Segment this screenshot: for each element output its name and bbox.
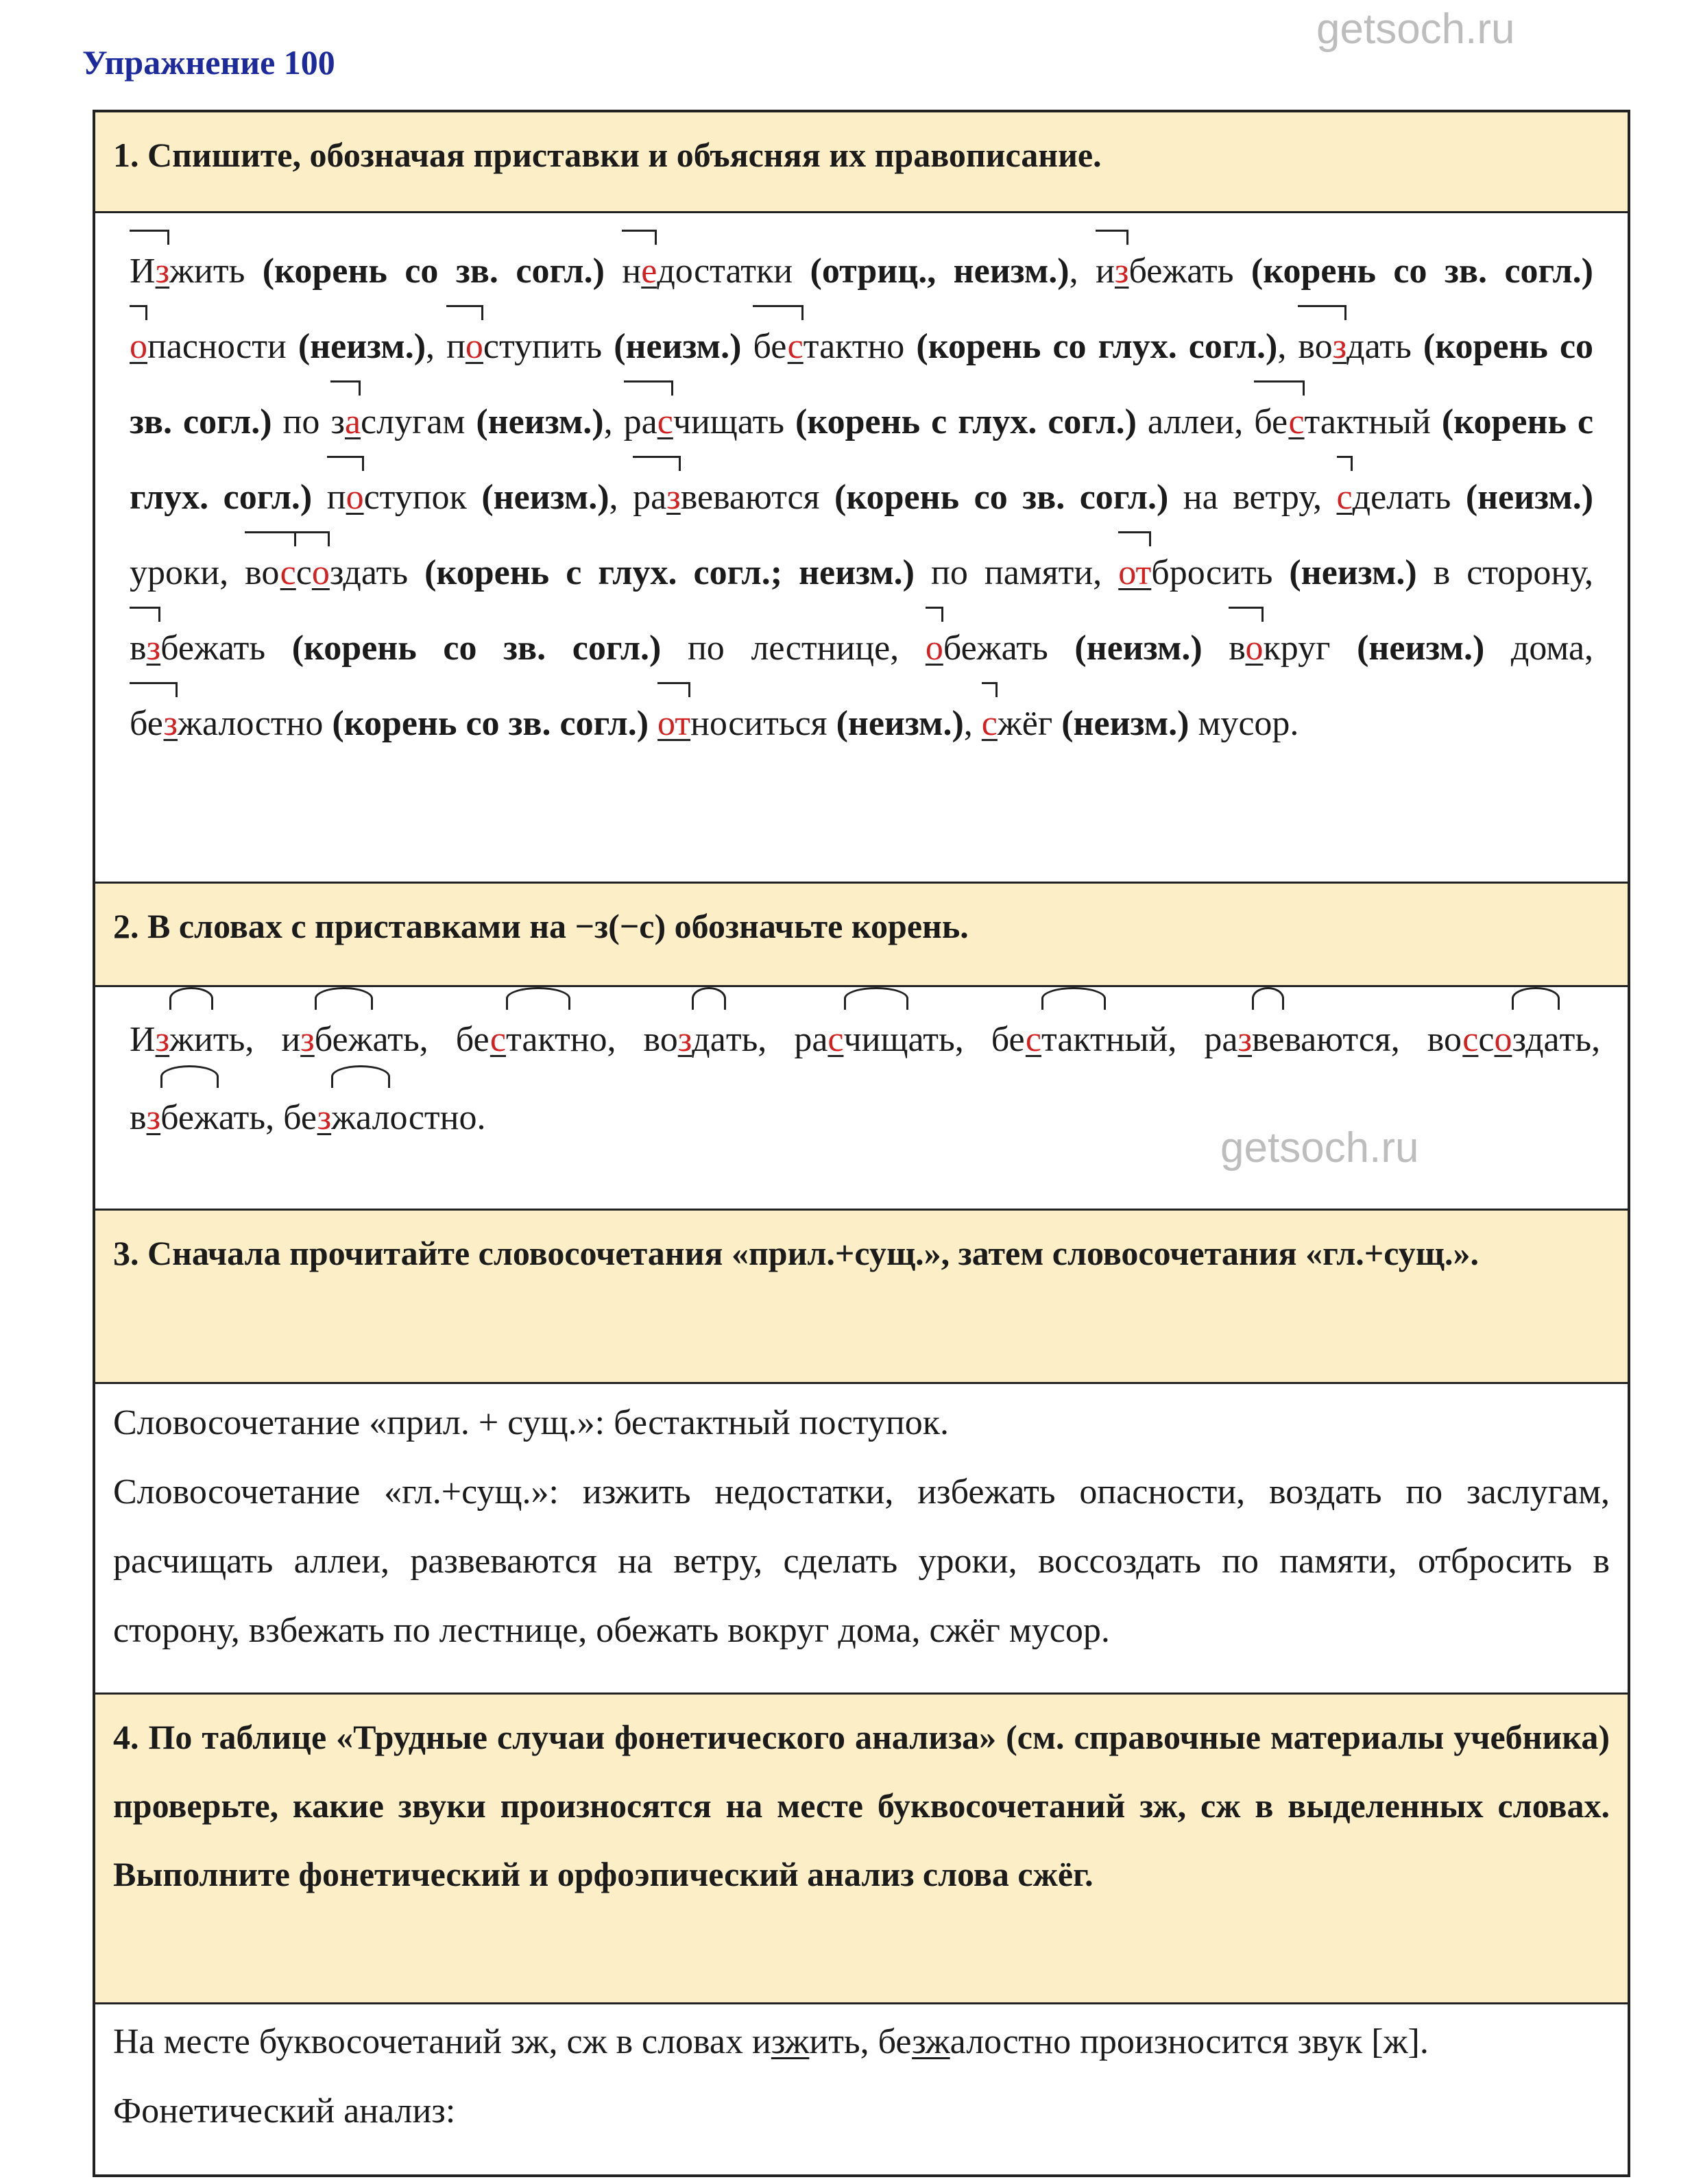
explanation: (неизм.) [476, 402, 604, 441]
word-part: тактно [803, 327, 905, 366]
word-part: ра [633, 478, 667, 517]
prefix-mark [130, 234, 169, 309]
word-part: жал [331, 1098, 390, 1137]
orthogram-letter: с [280, 553, 296, 592]
word-part: н [622, 252, 642, 291]
orthogram-letter: з [155, 1020, 170, 1059]
answer-line-sound: На месте буквосочетаний зж, сж в словах изжить, безжалостно произносится звук [ж]. [113, 2022, 1429, 2061]
orthogram-letter: от [657, 704, 691, 743]
orthogram-letter: с [787, 327, 804, 366]
marked-word [1118, 553, 1272, 592]
marked-word [327, 478, 467, 517]
prefix-mark [296, 535, 330, 611]
explanation: (корень с глух. согл.) [795, 402, 1137, 441]
prefix-mark [330, 385, 361, 460]
word-part: зж [912, 2022, 950, 2061]
marked-word [878, 2022, 1071, 2061]
word-part: з [330, 402, 345, 441]
orthogram-letter: з [1332, 327, 1347, 366]
explanation: (корень с глух. согл.; неизм.) [424, 553, 915, 592]
word-part: жить [169, 252, 245, 291]
marked-word [644, 1020, 767, 1059]
word-part: во [245, 553, 280, 592]
marked-word [130, 327, 287, 366]
word-part: делать [1352, 478, 1451, 517]
marked-word [753, 327, 904, 366]
marked-word [752, 2022, 860, 2061]
orthogram-letter: з [146, 629, 161, 668]
root-mark [331, 1079, 389, 1157]
explanation: (неизм.) [1074, 629, 1203, 668]
marked-word [1298, 327, 1411, 366]
word-part: бе [991, 1020, 1026, 1059]
orthogram-letter: о [346, 478, 364, 517]
orthogram-letter: з [666, 478, 681, 517]
orthogram-letter: от [1118, 553, 1152, 592]
marked-word [1337, 478, 1451, 517]
prefix-mark [245, 535, 296, 611]
marked-word [1254, 402, 1431, 441]
explanation: (корень со зв. согл.) [262, 252, 605, 291]
marked-word [926, 629, 1048, 668]
explanation: (неизм.) [836, 704, 964, 743]
word-part: беж [160, 1098, 219, 1137]
orthogram-letter: з [163, 704, 178, 743]
word-part: в [130, 1098, 147, 1137]
orthogram-letter: з [317, 1098, 332, 1137]
word-part: и [752, 2022, 771, 2061]
marked-word [281, 1020, 428, 1059]
word-part: беж [314, 1020, 373, 1059]
word-part: бе [283, 1098, 317, 1137]
marked-word [456, 1020, 616, 1059]
answer-line-adj-noun: Словосочетание «прил. + сущ.»: бестактный поступок. [113, 1403, 949, 1442]
task-2-header: 2. В словах с приставками на −з(−с) обозначьте корень. [95, 884, 1628, 987]
word-part: во [1298, 327, 1333, 366]
root-mark [692, 1001, 726, 1079]
orthogram-letter: с [981, 704, 998, 743]
marked-word [622, 252, 793, 291]
marked-word [283, 1098, 485, 1137]
word-part: бе [753, 327, 788, 366]
prefix-mark [633, 460, 681, 535]
word-part: в [130, 629, 147, 668]
prefix-mark [130, 611, 160, 686]
orthogram-letter: з [677, 1020, 692, 1059]
word-part: бежать [160, 629, 266, 668]
explanation: (неизм.) [614, 327, 742, 366]
word-part: зж [771, 2022, 810, 2061]
answer-line-verb-noun: Словосочетание «гл.+сущ.»: изжить недостатки, избежать опасности, воздать по заслугам, расчищать аллеи, развеваются на ветру, сделать уроки, воссоздать по памяти, отбросить в сторону, взбежать по лестнице, обежать вокруг дома, сжёг мусор. [113, 1472, 1610, 1650]
word-part: с [1478, 1020, 1495, 1059]
prefix-mark [130, 686, 178, 762]
watermark: getsoch.ru [1316, 5, 1515, 53]
word-part: ра [1204, 1020, 1238, 1059]
word-part: слугам [361, 402, 466, 441]
orthogram-letter: о [1245, 629, 1264, 668]
task-4-answer [95, 2004, 1628, 2174]
word-part: но, [570, 1020, 616, 1059]
marked-word [130, 252, 245, 291]
word-part: во [1427, 1020, 1463, 1059]
word-part: достатки [657, 252, 793, 291]
marked-word [130, 704, 323, 743]
prefix-mark [1298, 309, 1346, 385]
word-part: ать, [372, 1020, 428, 1059]
orthogram-letter: о [130, 327, 147, 366]
word-part: такт [1041, 1020, 1106, 1059]
orthogram-letter: с [1025, 1020, 1041, 1059]
marked-word [982, 704, 1052, 743]
task-3-answer [95, 1384, 1628, 1695]
marked-word [1427, 1020, 1600, 1059]
word-part: жалостно [178, 704, 324, 743]
word-part: здать [329, 553, 409, 592]
word-part: пасности [147, 327, 287, 366]
orthogram-letter: с [490, 1020, 506, 1059]
marked-word [624, 402, 784, 441]
explanation: (корень со глух. согл.) [916, 327, 1278, 366]
root-mark [1041, 1001, 1106, 1079]
marked-word [1229, 629, 1330, 668]
word-part: в [1229, 629, 1246, 668]
prefix-mark [327, 460, 364, 535]
word-part: ве [1251, 1020, 1285, 1059]
prefix-mark [1229, 611, 1263, 686]
marked-word [633, 478, 819, 517]
watermark: getsoch.ru [1220, 1124, 1419, 1172]
prefix-mark [1337, 460, 1353, 535]
root-mark [160, 1079, 219, 1157]
word-part: чищать [673, 402, 785, 441]
orthogram-letter: с [1336, 478, 1353, 517]
word-part: да [692, 1020, 726, 1059]
word-part: алостно [950, 2022, 1072, 2061]
marked-word [446, 327, 602, 366]
word-part: ра [794, 1020, 828, 1059]
word-part: такт [505, 1020, 570, 1059]
word-part: ть, [213, 1020, 254, 1059]
explanation: (неизм.) [1061, 704, 1189, 743]
explanation: (неизм.) [298, 327, 426, 366]
word-part: п [446, 327, 466, 366]
explanation: (корень со зв. согл.) [332, 704, 649, 743]
explanation: (корень со зв. согл.) [1251, 252, 1593, 291]
word-part: ть, [725, 1020, 767, 1059]
orthogram-letter: с [657, 402, 673, 441]
orthogram-letter: з [146, 1098, 161, 1137]
exercise-table [93, 110, 1630, 2177]
word-part: веваются [680, 478, 820, 517]
word-part: во [643, 1020, 678, 1059]
orthogram-letter: с [828, 1020, 844, 1059]
marked-word [1096, 252, 1233, 291]
word-part: ступить [483, 327, 603, 366]
explanation: (неизм.) [481, 478, 609, 517]
prefix-mark [1118, 535, 1151, 611]
prefix-mark [130, 309, 147, 385]
word-part: бе [130, 704, 164, 743]
word-part: и [1096, 252, 1115, 291]
orthogram-letter: о [465, 327, 483, 366]
root-mark [506, 1001, 570, 1079]
explanation: (неизм.) [1465, 478, 1594, 517]
task-1-answer: Изжить (корень со зв. согл.) недостатки (отриц., неизм.), избежать (корень со зв. согл.) опасности (неизм.), поступить (неизм.) бестактно (корень со глух. согл.), воздать (корень со зв. согл.) по заслугам (неизм.), расчищать (корень с глух. согл.) аллеи, бестактный (корень с глух. согл.) поступок (неизм.), развеваются (корень со зв. согл.) на ветру, сделать (неизм.) уроки, воссоздать (корень с глух. согл.; неизм.) по памяти, отбросить (неизм.) в сторону, взбежать (корень со зв. согл.) по лестнице, обежать (неизм.) вокруг (неизм.) дома, безжалостно (корень со зв. согл.) относиться (неизм.), сжёг (неизм.) мусор. [95, 213, 1628, 884]
marked-word [1204, 1020, 1399, 1059]
explanation: (корень со зв. согл.) [130, 327, 1594, 441]
marked-word [794, 1020, 963, 1059]
explanation: (корень со зв. согл.) [291, 629, 662, 668]
prefix-mark [1096, 234, 1128, 309]
prefix-mark [622, 234, 657, 309]
orthogram-letter: о [311, 553, 330, 592]
word-part: остно. [389, 1098, 486, 1137]
word-part: ваются, [1284, 1020, 1400, 1059]
word-part: жёг [997, 704, 1053, 743]
explanation: (корень с глух. согл.) [130, 402, 1594, 517]
word-part: ть, [1559, 1020, 1601, 1059]
word-part: ный, [1105, 1020, 1177, 1059]
word-part: дать [1346, 327, 1412, 366]
root-mark [1512, 1001, 1559, 1079]
answer-line-phonetic: Фонетический анализ: [113, 2091, 456, 2131]
explanation: (неизм.) [1289, 553, 1417, 592]
prefix-mark [657, 686, 690, 762]
word-part: п [326, 478, 346, 517]
word-part: ать, [908, 1020, 964, 1059]
word-part: чищ [843, 1020, 908, 1059]
word-part: бе [1254, 402, 1289, 441]
word-part: и [281, 1020, 301, 1059]
word-part: ить [809, 2022, 860, 2061]
word-part: носиться [690, 704, 828, 743]
word-part: ступок [363, 478, 467, 517]
orthogram-letter: е [641, 252, 657, 291]
root-mark [844, 1001, 908, 1079]
marked-word [245, 553, 408, 592]
task-4-header: 4. По таблице «Трудные случаи фонетического анализа» (см. справочные материалы учебника) проверьте, какие звуки произносятся на месте буквосочетаний зж, сж в выделенных словах. Выполните фонетический и орфоэпический анализ слова сжёг. [95, 1695, 1628, 2004]
prefix-mark [1254, 385, 1304, 460]
orthogram-letter: о [1494, 1020, 1512, 1059]
explanation: (корень со зв. согл.) [834, 478, 1169, 517]
root-mark [1252, 1001, 1284, 1079]
prefix-mark [926, 611, 943, 686]
prefix-mark [753, 309, 803, 385]
word-part: с [295, 553, 312, 592]
explanation: (неизм.) [1357, 629, 1485, 668]
word-part: ать, [218, 1098, 275, 1137]
marked-word [330, 402, 465, 441]
marked-word [991, 1020, 1177, 1059]
orthogram-letter: з [1237, 1020, 1252, 1059]
prefix-mark [446, 309, 483, 385]
word-part: бежать [943, 629, 1048, 668]
orthogram-letter: с [1288, 402, 1305, 441]
word-part: круг [1263, 629, 1331, 668]
exercise-title: Упражнение 100 [82, 43, 335, 82]
orthogram-letter: с [1462, 1020, 1479, 1059]
marked-word [657, 704, 828, 743]
orthogram-letter: о [925, 629, 943, 668]
marked-word [130, 1098, 274, 1137]
task-1-header: 1. Спишите, обозначая приставки и объясняя их правописание. [95, 112, 1628, 213]
task-3-header: 3. Сначала прочитайте словосочетания «прил.+сущ.», затем словосочетания «гл.+сущ.». [95, 1211, 1628, 1384]
orthogram-letter: а [344, 402, 361, 441]
word-part: бе [455, 1020, 490, 1059]
prefix-mark [982, 686, 998, 762]
word-part: тактный [1304, 402, 1431, 441]
word-part: бежать [1128, 252, 1234, 291]
word-part: ра [623, 402, 657, 441]
marked-word [130, 1020, 254, 1059]
word-part: бе [878, 2022, 913, 2061]
word-part: И [130, 1020, 156, 1059]
word-part: жи [169, 1020, 213, 1059]
word-part: бросить [1151, 553, 1273, 592]
orthogram-letter: з [155, 252, 170, 291]
marked-word [130, 629, 265, 668]
orthogram-letter: з [300, 1020, 315, 1059]
task-2-answer [95, 987, 1628, 1211]
word-part: зда [1512, 1020, 1560, 1059]
prefix-mark [624, 385, 673, 460]
word-part: И [130, 252, 156, 291]
orthogram-letter: з [1114, 252, 1129, 291]
explanation: (отриц., неизм.) [810, 252, 1070, 291]
